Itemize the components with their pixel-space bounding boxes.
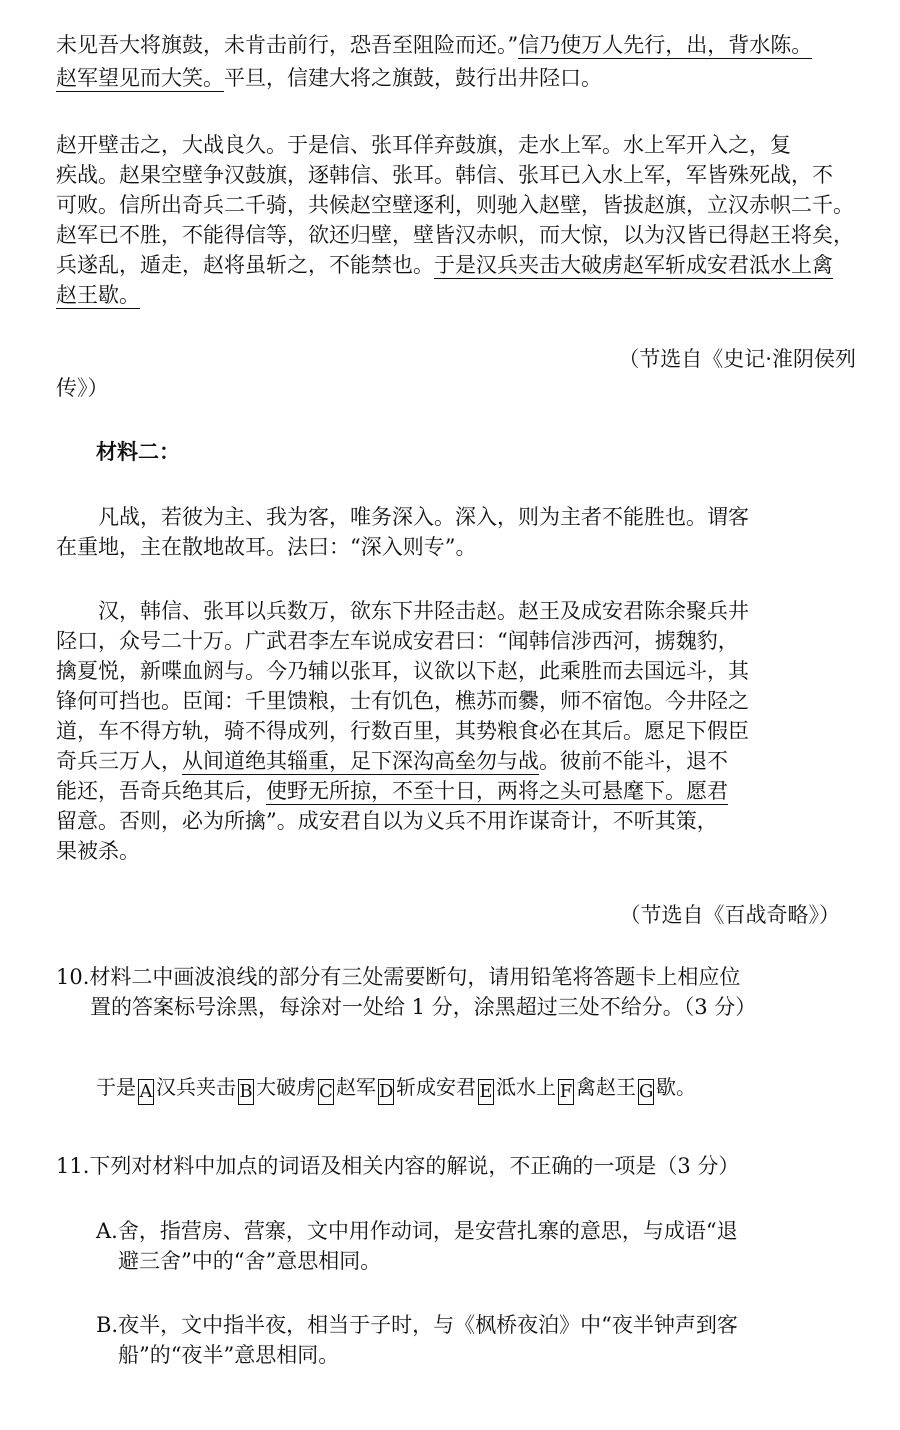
m1-p2-line-3: 可败。信所出奇兵二千骑，共候赵空壁逐利，则驰入赵壁，皆拔赵旗，立汉赤帜二千。 [56, 193, 854, 217]
q11-line-1: 11.下列对材料中加点的词语及相关内容的解说，不正确的一项是（3 分） [56, 1154, 740, 1178]
q10-segment: 汉兵夹击 [156, 1075, 236, 1099]
m1-p2-line-1: 赵开壁击之，大战良久。于是信、张耳佯弃鼓旗，走水上军。水上军开入之，复 [56, 133, 791, 157]
m2-source: （节选自《百战奇略》） [619, 903, 840, 927]
m1-p2-text: 兵遂乱，遁走，赵将虽斩之，不能禁也。 [56, 253, 434, 277]
m1-p1-underlined: 信乃使万人先行，出，背水陈。 [518, 33, 813, 57]
q10-box-c[interactable]: C [318, 1079, 334, 1105]
q10-box-g[interactable]: G [638, 1079, 654, 1105]
q10-segment: 赵军 [336, 1075, 376, 1099]
q10-segment: 禽赵王 [576, 1075, 636, 1099]
m2-p2-line-4: 锋何可挡也。臣闻：千里馈粮，士有饥色，樵苏而爨，师不宿饱。今井陉之 [56, 689, 749, 713]
m1-source-line-1: （节选自《史记·淮阴侯列 [618, 347, 856, 371]
m2-heading: 材料二： [96, 439, 180, 464]
q10-line-1: 10.材料二中画波浪线的部分有三处需要断句，请用铅笔将答题卡上相应位 [56, 965, 741, 989]
q10-segment: 歇。 [656, 1075, 696, 1099]
m2-p2-line-3: 擒夏悦，新喋血阏与。今乃辅以张耳，议欲以下赵，此乘胜而去国远斗，其 [56, 659, 749, 683]
m1-p1-text: 未见吾大将旗鼓，未肯击前行，恐吾至阻险而还。” [56, 33, 519, 57]
q10-box-b[interactable]: B [238, 1079, 254, 1105]
q10-segment: 大破虏 [256, 1075, 316, 1099]
m2-p2-line-7 [56, 776, 856, 806]
q11-option-b-line-2: 船”的“夜半”意思相同。 [118, 1343, 340, 1367]
m1-p1-line-1 [56, 30, 856, 60]
m2-p1-line-1 [56, 502, 856, 532]
m2-p2-underlined: 从间道绝其辎重，足下深沟高垒勿与战 [182, 749, 539, 773]
m2-p2-line-8: 留意。否则，必为所擒”。成安君自以为义兵不用诈谋奇计，不听其策， [56, 809, 718, 833]
q11-option-a-line-1: A.舍，指营房、营寨，文中用作动词，是安营扎寨的意思，与成语“退 [96, 1219, 738, 1243]
m1-p2-line-5 [56, 250, 856, 280]
q10-segment: 于是 [96, 1075, 136, 1099]
m2-p2-text: 。彼前不能斗，退不 [539, 749, 728, 773]
m2-p2-line-2: 陉口，众号二十万。广武君李左车说成安君曰：“闻韩信涉西河，掳魏豹， [56, 629, 739, 653]
m1-source-line-2: 传》） [56, 376, 109, 400]
m2-p2-line-5: 道，车不得方轨，骑不得成列，行数百里，其势粮食必在其后。愿足下假臣 [56, 719, 749, 743]
q11-option-a-line-2: 避三舍”中的“舍”意思相同。 [118, 1249, 382, 1273]
q10-box-f[interactable]: F [558, 1079, 574, 1105]
m2-p1-text: 凡战，若彼为主、我为客，唯务深入。深入，则为主者不能胜也。谓客 [98, 505, 749, 529]
m1-p2-line-2: 疾战。赵果空壁争汉鼓旗，逐韩信、张耳。韩信、张耳已入水上军，军皆殊死战，不 [56, 163, 833, 187]
q10-segment: 泜水上 [496, 1075, 556, 1099]
m2-p2-line-1 [56, 596, 856, 626]
m2-p2-text: 奇兵三万人， [56, 749, 182, 773]
q11-option-b-line-1: B.夜半，文中指半夜，相当于子时，与《枫桥夜泊》中“夜半钟声到客 [96, 1313, 738, 1337]
m2-p2-text: 能还，吾奇兵绝其后， [56, 779, 266, 803]
m1-p2-line-6 [56, 280, 856, 310]
m2-p2-line-9: 果被杀。 [56, 839, 140, 863]
m1-p2-line-4: 赵军已不胜，不能得信等，欲还归壁，壁皆汉赤帜，而大惊，以为汉皆已得赵王将矣， [56, 223, 854, 247]
m2-p2-text: 汉，韩信、张耳以兵数万，欲东下井陉击赵。赵王及成安君陈余聚兵井 [98, 599, 749, 623]
q10-box-e[interactable]: E [478, 1079, 494, 1105]
m1-p1-underlined: 赵军望见而大笑。 [56, 66, 224, 90]
m2-p2-underlined: 使野无所掠，不至十日，两将之头可悬麾下。愿君 [266, 779, 728, 803]
m1-p1-text: 平旦，信建大将之旗鼓，鼓行出井陉口。 [224, 66, 602, 90]
q10-line-2: 置的答案标号涂黑，每涂对一处给 1 分，涂黑超过三处不给分。（3 分） [90, 995, 757, 1019]
m1-p2-underlined: 于是汉兵夹击大破虏赵军斩成安君泜水上禽 [434, 253, 833, 277]
m2-p1-line-2: 在重地，主在散地故耳。法曰：“深入则专”。 [56, 535, 477, 559]
q10-segment: 斩成安君 [396, 1075, 476, 1099]
q10-answer-row [96, 1072, 836, 1102]
q10-box-a[interactable]: A [138, 1079, 154, 1105]
m2-p2-line-6 [56, 746, 856, 776]
m1-p1-line-2 [56, 63, 856, 93]
m1-p2-underlined: 赵王歇。 [56, 283, 140, 307]
q10-box-d[interactable]: D [378, 1079, 394, 1105]
